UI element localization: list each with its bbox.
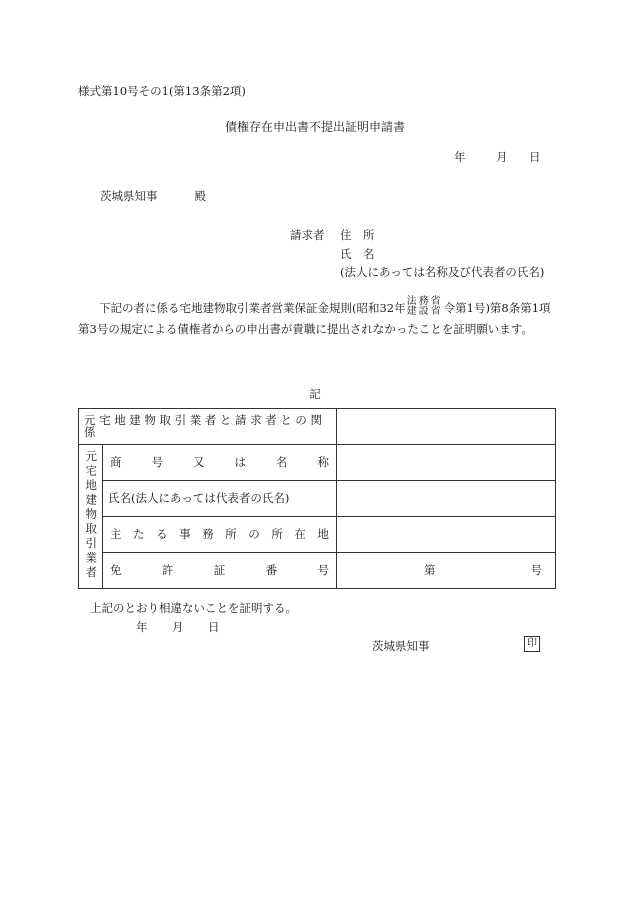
char: 商 xyxy=(110,454,122,469)
char: 又 xyxy=(193,454,205,469)
name-value-cell xyxy=(337,481,556,517)
applicant-address-label: 住 所 xyxy=(340,228,375,242)
char: 主 xyxy=(110,526,122,541)
char: 名 xyxy=(276,454,288,469)
header-date-day: 日 xyxy=(529,150,541,164)
license-prefix: 第 xyxy=(424,562,436,577)
office-value-cell xyxy=(337,517,556,553)
representative-note: (法人にあっては名称及び代表者の氏名) xyxy=(340,265,545,279)
certify-date-day: 日 xyxy=(208,620,220,634)
header-date xyxy=(454,152,541,164)
office-label xyxy=(108,526,331,541)
certify-date-month: 月 xyxy=(172,620,184,634)
char: る xyxy=(156,526,168,541)
relation-label-cell xyxy=(79,409,337,445)
addressee xyxy=(100,191,206,203)
char: の xyxy=(248,526,260,541)
license-suffix: 号 xyxy=(530,562,542,577)
table-row xyxy=(79,553,556,589)
char: は xyxy=(234,454,246,469)
char: 許 xyxy=(161,562,174,577)
char: 所 xyxy=(225,526,237,541)
table-row xyxy=(79,445,556,481)
body-part2: 令第1号)第8条第1項第3号の規定による債権者からの申出書が貴職に提出されなかったことを証明願います。 xyxy=(78,301,551,336)
office-label-cell xyxy=(103,517,337,553)
table-row xyxy=(79,409,556,445)
char: 免 xyxy=(110,562,122,577)
certify-text: 上記のとおり相違ないことを証明する。 xyxy=(90,601,297,615)
governor-label: 茨城県知事 xyxy=(372,639,430,653)
trade-name-label-cell xyxy=(103,445,337,481)
license-label-cell xyxy=(103,553,337,589)
applicant-label: 請求者 xyxy=(290,228,325,242)
record-table xyxy=(78,408,556,589)
char: 称 xyxy=(317,454,329,469)
table-row xyxy=(79,517,556,553)
certify-date xyxy=(136,622,220,634)
license-label xyxy=(108,562,331,577)
addressee-name: 茨城県知事 xyxy=(100,189,158,203)
relation-label: 元宅地建物取引業者と請求者との関係 xyxy=(84,413,326,439)
ministry-top: 法務省 xyxy=(406,296,443,307)
header-date-month: 月 xyxy=(496,150,508,164)
char: 事 xyxy=(179,526,191,541)
char: た xyxy=(133,526,145,541)
seal-mark: 印 xyxy=(524,636,540,652)
char: 務 xyxy=(202,526,214,541)
addressee-suffix: 殿 xyxy=(194,189,206,203)
section-mark: 記 xyxy=(309,387,321,401)
license-value xyxy=(342,562,550,577)
ministry-bottom: 建設省 xyxy=(406,306,443,317)
certify-date-year: 年 xyxy=(136,620,148,634)
name-label: 氏名(法人にあっては代表者の氏名) xyxy=(108,490,290,505)
char: 地 xyxy=(317,526,329,541)
form-number-label: 様式第10号その1(第13条第2項) xyxy=(78,84,246,98)
name-label-cell xyxy=(103,481,337,517)
trade-name-value-cell xyxy=(337,445,556,481)
char: 号 xyxy=(151,454,163,469)
char: 在 xyxy=(294,526,306,541)
char: 証 xyxy=(213,562,226,577)
header-date-year: 年 xyxy=(454,150,466,164)
license-value-cell xyxy=(337,553,556,589)
table-row xyxy=(79,481,556,517)
char: 番 xyxy=(265,562,278,577)
relation-value-cell xyxy=(337,409,556,445)
request-body xyxy=(78,298,552,340)
group-label-cell xyxy=(79,445,103,589)
char: 号 xyxy=(317,562,329,577)
group-label: 元宅地建物取引業者 xyxy=(84,450,99,581)
document-title: 債権存在申出書不提出証明申請書 xyxy=(224,120,405,134)
trade-name-label xyxy=(108,454,331,469)
char: 所 xyxy=(271,526,283,541)
ministry-stack xyxy=(407,297,443,317)
applicant-name-label: 氏 名 xyxy=(340,247,375,261)
body-part1: 下記の者に係る宅地建物取引業者営業保証金規則(昭和32年 xyxy=(99,301,406,315)
